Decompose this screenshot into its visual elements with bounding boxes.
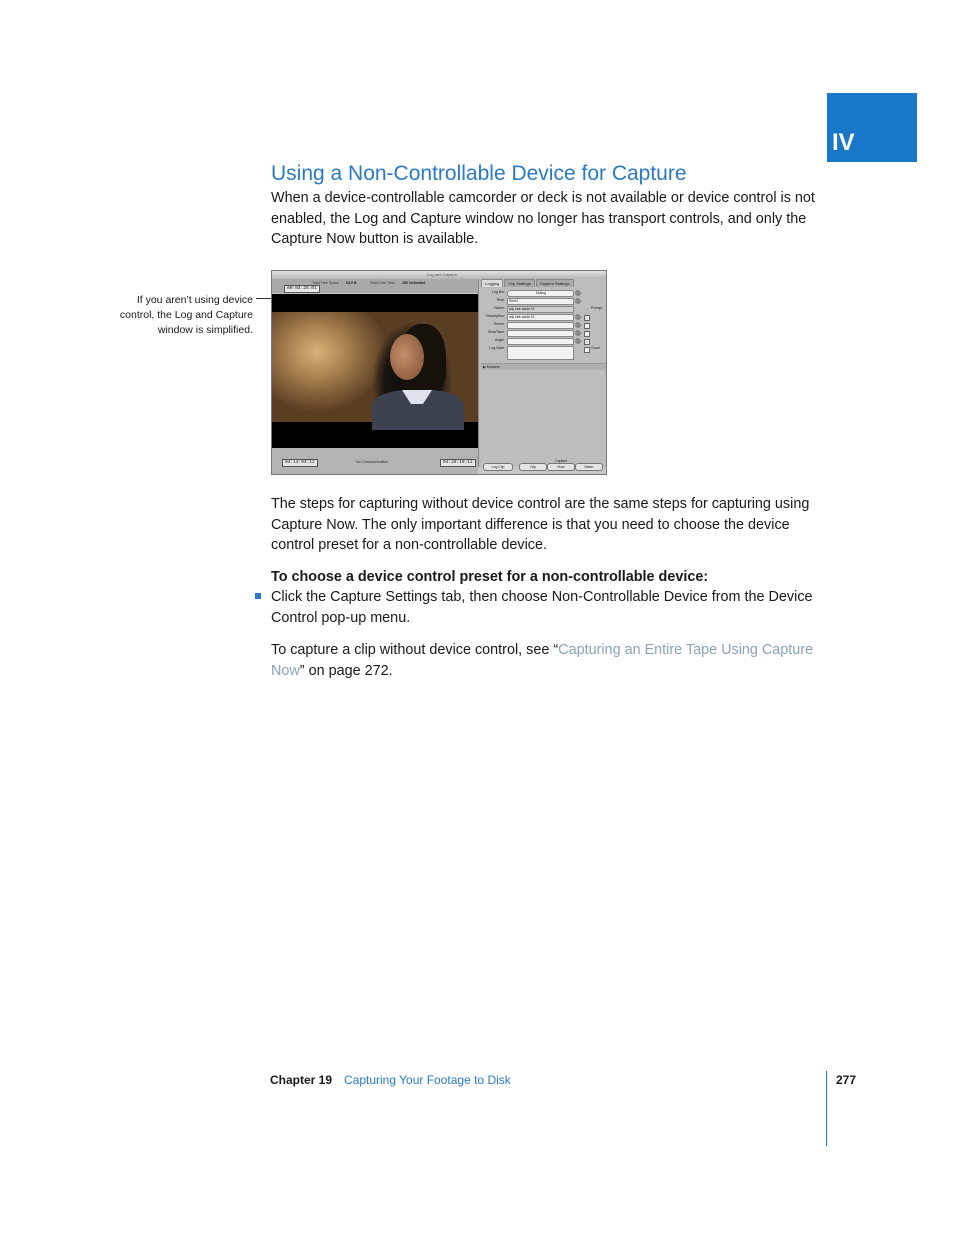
free-space-value: 64.0 B xyxy=(346,281,357,285)
slate-button[interactable] xyxy=(575,298,581,304)
capture-batch-button[interactable]: Batch xyxy=(575,463,603,471)
angle-input[interactable] xyxy=(507,338,574,345)
field-name xyxy=(481,305,607,312)
cross-ref-suffix: ” on page 272. xyxy=(299,662,393,679)
prompt-label: Prompt xyxy=(591,306,603,310)
markers-disclosure[interactable] xyxy=(481,363,607,370)
section-title: Using a Non-Controllable Device for Capture xyxy=(271,162,687,185)
good-label: Good xyxy=(591,346,600,350)
transport-bar xyxy=(272,448,478,475)
free-space-label: Total Free Space xyxy=(312,281,340,285)
tab-capture-settings[interactable]: Capture Settings xyxy=(536,279,574,287)
cross-ref-link[interactable]: Capturing an Entire Tape Using Capture Now xyxy=(271,642,814,679)
scene-input[interactable] xyxy=(507,322,574,329)
slate-button[interactable] xyxy=(575,314,581,320)
field-log-note xyxy=(481,345,607,359)
logging-panel xyxy=(478,279,607,467)
figure-caption: If you aren’t using device control, the Log and Capture window is simplified. xyxy=(119,294,253,336)
field-label: Log Note: xyxy=(489,346,505,350)
field-label: Log Bin: xyxy=(491,290,505,294)
footer-rule xyxy=(826,1071,827,1146)
description-input[interactable]: ally talk aside 01 xyxy=(507,314,574,321)
field-label: Shot/Take: xyxy=(488,330,505,334)
field-scene xyxy=(481,321,607,328)
field-description xyxy=(481,313,607,320)
markers-label: Markers xyxy=(486,365,500,369)
free-time-label: Total Free Time xyxy=(370,281,395,285)
current-timecode: 00:03:25:01 xyxy=(284,285,320,293)
field-label: Name: xyxy=(494,306,505,310)
field-log-bin xyxy=(481,289,607,296)
checkbox[interactable]: ✓ xyxy=(584,315,590,321)
paragraph-cross-reference xyxy=(271,640,823,681)
field-label: Angle: xyxy=(494,338,505,342)
slate-button[interactable] xyxy=(575,338,581,344)
field-label: Description: xyxy=(486,314,505,318)
window-titlebar xyxy=(272,271,606,279)
checkbox[interactable]: ✓ xyxy=(584,339,590,345)
capture-clip-button[interactable]: Clip xyxy=(519,463,547,471)
slate-button[interactable] xyxy=(575,330,581,336)
panel-tabs xyxy=(481,279,574,287)
video-frame xyxy=(272,312,478,422)
log-bin-popup[interactable]: Dialog xyxy=(507,290,574,297)
part-tab xyxy=(827,93,917,162)
field-shot-take xyxy=(481,329,607,336)
out-point-timecode: 04:28:10:12 xyxy=(440,459,476,467)
field-label: Reel: xyxy=(496,298,505,302)
field-label: Scene: xyxy=(493,322,505,326)
video-preview xyxy=(272,294,478,448)
reel-input[interactable]: Reel1 xyxy=(507,298,574,305)
device-status: No Communication xyxy=(356,460,389,464)
in-point-timecode: 04:14:03:12 xyxy=(282,459,318,467)
page-number: 277 xyxy=(836,1073,857,1087)
free-time-value: 456 Unlimited xyxy=(402,281,426,285)
tab-logging[interactable]: Logging xyxy=(481,279,503,287)
footer-chapter-title[interactable]: Capturing Your Footage to Disk xyxy=(344,1073,511,1087)
tab-clip-settings[interactable]: Clip Settings xyxy=(504,279,534,287)
info-bar xyxy=(272,279,478,293)
intro-paragraph: When a device-controllable camcorder or deck is not available or device control is not enabled, the Log and Capture window no longer has transport controls, and only the Capture Now button is available. xyxy=(271,190,815,247)
slate-button[interactable] xyxy=(575,322,581,328)
cross-ref-prefix: To capture a clip without device control, see “ xyxy=(271,642,559,658)
bullet-icon xyxy=(255,593,261,599)
footer-chapter: Chapter 19 xyxy=(270,1073,333,1087)
field-reel xyxy=(481,297,607,304)
shot-take-input[interactable] xyxy=(507,330,574,337)
task-heading: To choose a device control preset for a non-controllable device: xyxy=(271,569,709,585)
part-number: IV xyxy=(832,129,855,156)
field-angle xyxy=(481,337,607,344)
log-and-capture-screenshot xyxy=(271,270,607,475)
bin-button[interactable] xyxy=(575,290,581,296)
window-title: Log and Capture xyxy=(427,272,457,277)
disclosure-triangle-icon: ▶ xyxy=(483,365,487,369)
log-note-input[interactable] xyxy=(507,346,574,360)
name-input[interactable]: ally talk aside 01 xyxy=(507,306,574,313)
paragraph-steps: The steps for capturing without device control are the same steps for capturing using Capture Now. The only important difference is that you need to choose the device control preset for a non-controllable device. xyxy=(271,496,810,553)
log-clip-button[interactable]: Log Clip xyxy=(483,463,513,471)
bullet-step: Click the Capture Settings tab, then choose Non-Controllable Device from the Device Control pop-up menu. xyxy=(271,589,813,626)
capture-label: Capture xyxy=(555,459,568,463)
good-checkbox[interactable] xyxy=(584,347,590,353)
capture-now-button[interactable]: Now xyxy=(547,463,575,471)
caption-leader-line xyxy=(256,298,271,299)
